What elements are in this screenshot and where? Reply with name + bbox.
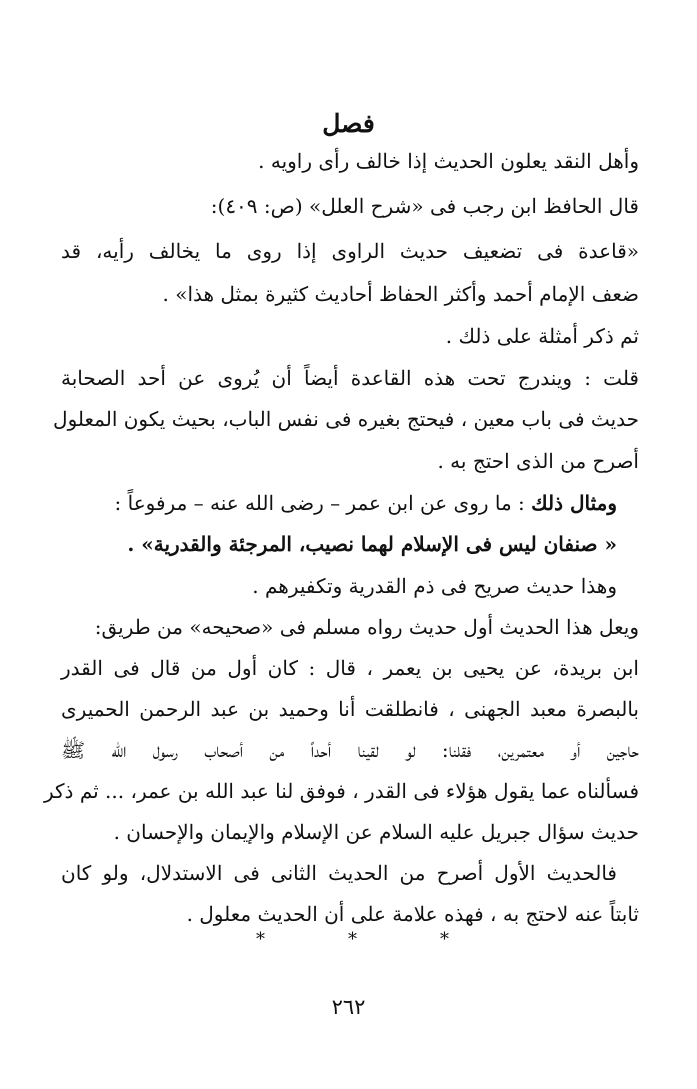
separator-star: * xyxy=(348,929,357,950)
text-line: ضعف الإمام أحمد وأكثر الحفاظ أحاديث كثيرة بمثل هذا» . xyxy=(162,282,639,306)
text-line: حديث سؤال جبريل عليه السلام عن الإسلام والإيمان والإحسان . xyxy=(113,820,639,844)
text-line: بالبصرة معبد الجهنى ، فانطلقت أنا وحميد بن عبد الرحمن الحميرى xyxy=(61,697,639,721)
text-line: قلت : ويندرج تحت هذه القاعدة أيضاً أن يُروى عن أحد الصحابة xyxy=(61,366,639,390)
text-line: ثابتاً عنه لاحتج به ، فهذه علامة على أن الحديث معلول . xyxy=(186,902,639,926)
separator-star: * xyxy=(256,929,265,950)
text-line-example xyxy=(61,488,617,518)
section-separator xyxy=(0,926,697,954)
example-lead: ومثال ذلك xyxy=(531,491,617,515)
hadith-quote: « صنفان ليس فى الإسلام لهما نصيب، المرجئة والقدرية» . xyxy=(127,532,617,556)
page-number: ٢٦٢ xyxy=(331,995,366,1019)
section-heading: فصل xyxy=(322,109,375,138)
text-line: ثم ذكر أمثلة على ذلك . xyxy=(445,324,639,348)
text-line: أصرح من الذى احتج به . xyxy=(437,449,639,473)
text-line: وأهل النقد يعلون الحديث إذا خالف رأى راويه . xyxy=(258,149,639,173)
text-line: ويعل هذا الحديث أول حديث رواه مسلم فى «صحيحه» من طريق: xyxy=(94,615,639,639)
text-line: حاجين أو معتمرين، فقلنا: لو لقينا أحداً من أصحاب رسول الله ﷺ xyxy=(61,738,639,762)
separator-star: * xyxy=(440,929,449,950)
text-line: فالحديث الأول أصرح من الحديث الثانى فى الاستدلال، ولو كان xyxy=(61,861,617,885)
text-line: قال الحافظ ابن رجب فى «شرح العلل» (ص: ٤٠٩): xyxy=(210,194,639,218)
text-line: وهذا حديث صريح فى ذم القدرية وتكفيرهم . xyxy=(252,574,617,598)
example-rest: : ما روى عن ابن عمر – رضى الله عنه – مرفوعاً : xyxy=(114,491,532,515)
text-line: حديث فى باب معين ، فيحتج بغيره فى نفس الباب، بحيث يكون المعلول xyxy=(53,407,639,431)
text-line: ابن بريدة، عن يحيى بن يعمر ، قال : كان أول من قال فى القدر xyxy=(61,656,639,680)
text-line: «قاعدة فى تضعيف حديث الراوى إذا روى ما يخالف رأيه، قد xyxy=(61,239,639,263)
text-line: فسألناه عما يقول هؤلاء فى القدر ، فوفق لنا عبد الله بن عمر، ... ثم ذكر xyxy=(44,779,639,803)
